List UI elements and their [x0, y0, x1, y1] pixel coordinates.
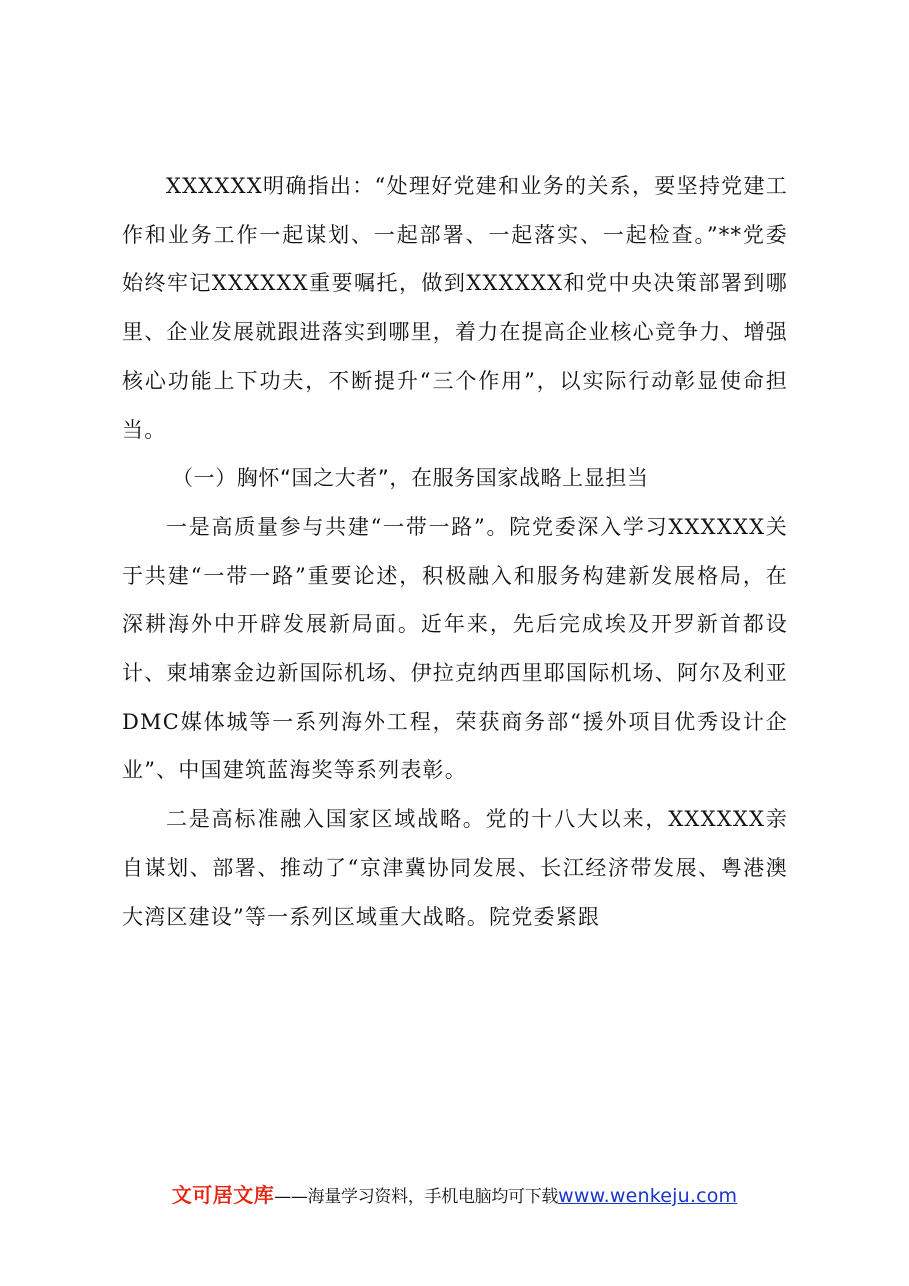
- paragraph-belt-and-road: 一是高质量参与共建“一带一路”。院党委深入学习XXXXXX关于共建“一带一路”重要论述，积极融入和服务构建新发展格局，在深耕海外中开辟发展新局面。近年来，先后完成埃及开罗新首都设计、柬埔寨金边新国际机场、伊拉克纳西里耶国际机场、阿尔及利亚DMC媒体城等一系列海外工程，荣获商务部“援外项目优秀设计企业”、中国建筑蓝海奖等系列表彰。: [122, 514, 788, 783]
- footer-tagline: ——海量学习资料，手机电脑均可下载: [274, 1187, 559, 1207]
- footer-banner: [0, 1180, 909, 1212]
- footer-brand: 文可居文库: [171, 1183, 275, 1207]
- footer-link[interactable]: www.wenkeju.com: [558, 1185, 738, 1207]
- paragraph-intro: XXXXXX明确指出：“处理好党建和业务的关系，要坚持党建工作和业务工作一起谋划、一起部署、一起落实、一起检查。”**党委始终牢记XXXXXX重要嘱托，做到XXXXXX和党中央决策部署到哪里、企业发展就跟进落实到哪里，着力在提高企业核心竞争力、增强核心功能上下功夫，不断提升“三个作用”，以实际行动彰显使命担当。: [122, 174, 788, 442]
- document-body: [122, 162, 788, 941]
- section-heading: （一）胸怀“国之大者”，在服务国家战略上显担当: [172, 466, 649, 491]
- paragraph-regional-strategy: 二是高标准融入国家区域战略。党的十八大以来，XXXXXX亲自谋划、部署、推动了“京津冀协同发展、长江经济带发展、粤港澳大湾区建设”等一系列区域重大战略。院党委紧跟: [122, 807, 788, 929]
